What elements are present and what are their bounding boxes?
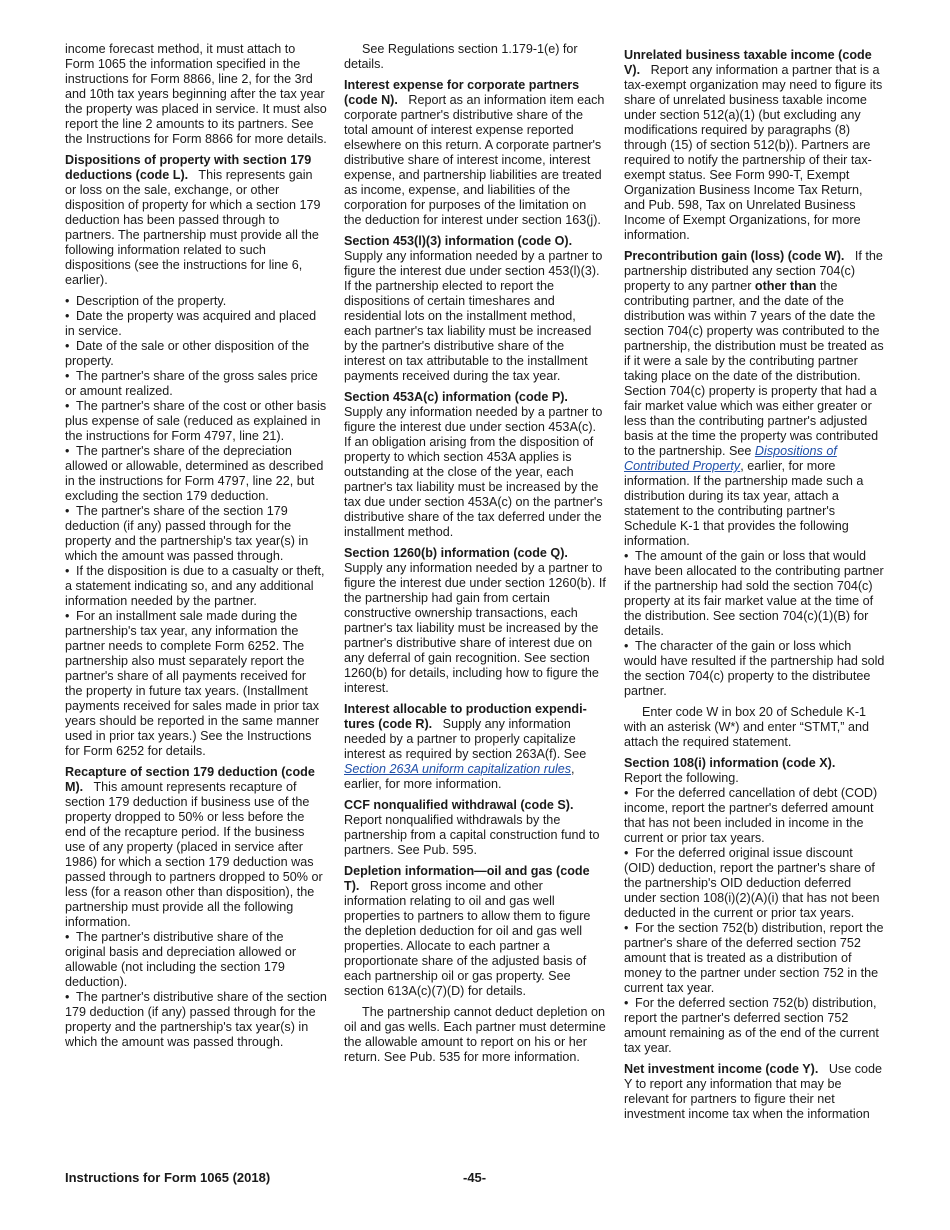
list-item: • The amount of the gain or loss that would have been allocated to the contributing partner if the partnership had sold the section 704(c) property at its fair market value at the time of the distribution. See section 704(c)(1)(B) for details. bbox=[624, 549, 884, 638]
section-code-x bbox=[624, 756, 886, 786]
list-item: • For the deferred original issue discount (OID) deduction, report the partner's share of the partnership's OID deduction deferred under section 108(i)(2)(A)(i) that has not been deducted in the current or prior tax years. bbox=[624, 846, 880, 920]
list-item: • The partner's share of the gross sales price or amount realized. bbox=[65, 369, 318, 398]
heading-code-x: Section 108(i) information (code X). bbox=[624, 756, 836, 770]
section-code-s bbox=[344, 798, 606, 858]
section-code-m bbox=[65, 765, 327, 930]
list-item: • For an installment sale made during the partnership's tax year, any information the partner needs to complete Form 6252. The partnership also must separately report the partner's share of all payments received for the property in future tax years. (Installment payments received for sales made in prior tax years should be reported in the same manner used in prior tax years.) See the Instructions for Form 6252 for details. bbox=[65, 609, 320, 758]
list-item: • For the deferred section 752(b) distribution, report the partner's deferred section 752 amount remaining as of the end of the current tax year. bbox=[624, 996, 879, 1055]
list-item: • For the deferred cancellation of debt (COD) income, report the partner's deferred amount that has not been included in income in the current or prior tax years. bbox=[624, 786, 878, 845]
text-code-x: Report the following. bbox=[624, 771, 739, 785]
heading-code-t: Depletion information—oil and gas (code T). bbox=[344, 864, 590, 893]
heading-code-n: Interest expense for corporate partners (code N). bbox=[344, 78, 580, 107]
list-item: • The character of the gain or loss which would have resulted if the partnership had sold the section 704(c) property to the distributee partner. bbox=[624, 639, 885, 698]
section-code-y bbox=[624, 1062, 886, 1122]
column-3 bbox=[624, 48, 886, 1128]
text-code-p: Supply any information needed by a partner to figure the interest due under section 453A(c). If an obligation arising from the disposition of property to which section 453A applies is outstanding at the close of the year, each partner's tax liability must be increased by the tax due under section 453A(c) on the partner's distributive share of the tax deferred under the installment method. bbox=[344, 405, 603, 539]
section-code-t bbox=[344, 864, 606, 999]
heading-code-m: Recapture of section 179 deduction (code M). bbox=[65, 765, 315, 794]
heading-code-q: Section 1260(b) information (code Q). bbox=[344, 546, 568, 560]
section-code-l bbox=[65, 153, 327, 288]
text-code-n: Report as an information item each corporate partner's distributive share of the total amount of interest expense reported elsewhere on this return. A corporate partner's distributive share of interest income, interest expense, and partnership liabilities are treated as income, expense, and liabilities of the corporation for purposes of the limitation on the deduction for interest under section 163(j). bbox=[344, 93, 605, 227]
heading-code-v: Unrelated business taxable income (code V). bbox=[624, 48, 872, 77]
text-code-v: Report any information a partner that is a tax-exempt organization may need to figure its share of unrelated business taxable income under section 512(a)(1) (but excluding any modifications required by paragraphs (8) through (15) of section 512(b)). Partners are required to notify the partnership of their tax-exempt status. See Form 990-T, Exempt Organization Business Income Tax Return, and Pub. 598, Tax on Unrelated Business Income of Exempt Organizations, for more information. bbox=[624, 63, 883, 242]
section-code-r: Interest allocable to production expendi-tures (code R). Supply any information needed by a partner to properly capitalize interest as required by section 263A(f). See Section 263A uniform capitalization rules, earlier, for more information. bbox=[344, 702, 587, 791]
section-code-o bbox=[344, 234, 606, 384]
text-code-s: Report nonqualified withdrawals by the partnership from a capital construction fund to partners. See Pub. 595. bbox=[344, 813, 600, 857]
list-item: • For the section 752(b) distribution, report the partner's share of the deferred section 752 amount that is treated as a distribution of money to the partner under section 752 in the current tax year. bbox=[624, 921, 884, 995]
heading-code-p: Section 453A(c) information (code P). bbox=[344, 390, 568, 404]
bullet-list-code-w bbox=[624, 549, 886, 699]
list-item: • The partner's share of the depreciation allowed or allowable, determined as described in the instructions for Form 4797, line 22, but excluding the section 179 deduction. bbox=[65, 444, 324, 503]
link-section-263a[interactable]: Section 263A uniform capitalization rules bbox=[344, 762, 572, 776]
list-item: • Description of the property. bbox=[65, 294, 227, 308]
section-code-q bbox=[344, 546, 606, 696]
text-code-o: Supply any information needed by a partner to figure the interest due under section 453(l)(3). If the partnership elected to report the dispositions of certain timeshares and residential lots on the installment method, each partner's tax liability must be increased by the partner's distributive share of the interest on tax attributable to the installment payments received during the tax year. bbox=[344, 249, 603, 383]
paragraph-see-regulations: See Regulations section 1.179-1(e) for details. bbox=[344, 42, 578, 71]
paragraph-depletion: The partnership cannot deduct depletion on oil and gas wells. Each partner must determine the allowable amount to report on his or her return. See Pub. 535 for more information. bbox=[344, 1005, 606, 1064]
section-code-w: Precontribution gain (loss) (code W). If the partnership distributed any section 704(c) property to any partner other than the contributing partner, and the date of the distribution was within 7 years of the date the section 704(c) property was contributed to the partnership, the distribution must be treated as if it were a sale by the contributing partner taking place on the date of the distribution. Section 704(c) property is property that had a fair market value which was either greater or less than the contributing partner's adjusted basis at the time the property was contributed to the partnership. See Dispositions of Contributed Property, earlier, for more information. If the partnership made such a distribution during its tax year, attach a statement to the contributing partner's Schedule K-1 that provides the following information. bbox=[624, 249, 884, 548]
section-code-p bbox=[344, 390, 606, 540]
heading-code-l: Dispositions of property with section 179 deductions (code L). bbox=[65, 153, 312, 182]
footer-document-title: Instructions for Form 1065 (2018) bbox=[65, 1170, 271, 1185]
list-item: • Date of the sale or other disposition of the property. bbox=[65, 339, 310, 368]
text-code-t: Report gross income and other information relating to oil and gas well properties to partners to allow them to figure the depletion deduction for oil and gas well properties. Allocate to each partner a proportionate share of the adjusted basis of each partnership oil or gas property. See section 613A(c)(7)(D) for details. bbox=[344, 879, 591, 998]
paragraph-intro: income forecast method, it must attach to Form 1065 the information specified in the instructions for Form 8866, line 2, for the 3rd and 10th tax years beginning after the tax year the property was placed in service. It must also report the line 2 amounts to its partners. See the Instructions for Form 8866 for more details. bbox=[65, 42, 327, 146]
heading-code-y: Net investment income (code Y). bbox=[624, 1062, 819, 1076]
list-item: • If the disposition is due to a casualty or theft, a statement indicating so, and any additional information needed by the partner. bbox=[65, 564, 325, 608]
bullet-list-code-l bbox=[65, 294, 327, 759]
list-item: • The partner's distributive share of the section 179 deduction (if any) passed through for the property and the partnership's tax year(s) in which the amount was passed through. bbox=[65, 990, 327, 1049]
heading-code-w: Precontribution gain (loss) (code W). bbox=[624, 249, 845, 263]
column-2 bbox=[344, 42, 606, 1071]
list-item: • The partner's distributive share of the original basis and depreciation allowed or allowable (not including the section 179 deduction). bbox=[65, 930, 297, 989]
bullet-list-code-m bbox=[65, 930, 327, 1050]
column-1 bbox=[65, 42, 327, 1050]
list-item: • The partner's share of the cost or other basis plus expense of sale (reduced as explained in the instructions for Form 4797, line 21). bbox=[65, 399, 327, 443]
section-code-v bbox=[624, 48, 886, 243]
text-code-q: Supply any information needed by a partner to figure the interest due under section 1260(b). If the partnership had gain from certain constructive ownership transactions, each partner's tax liability must be increased by the partner's distributive share of interest due on any deferral of gain recognition. See section 1260(b) for details, including how to figure the interest. bbox=[344, 561, 606, 695]
link-dispositions-contributed-property[interactable]: Dispositions of Contributed Property bbox=[624, 444, 837, 473]
heading-code-s: CCF nonqualified withdrawal (code S). bbox=[344, 798, 574, 812]
section-code-n bbox=[344, 78, 606, 228]
text-code-y: Use code Y to report any information that may be relevant for partners to figure their net investment income tax when the information bbox=[624, 1062, 883, 1121]
page-number: -45- bbox=[463, 1170, 487, 1185]
text-code-m: This amount represents recapture of section 179 deduction if business use of the property dropped to 50% or less before the end of the recapture period. If the business use of any property (placed in service after 1986) for which a section 179 deduction was passed through to partners dropped to 50% or less (for a reason other than disposition), the partnership must provide all the following information. bbox=[65, 780, 323, 929]
paragraph-enter-code-w: Enter code W in box 20 of Schedule K-1 with an asterisk (W*) and enter “STMT,” and attach the required statement. bbox=[624, 705, 869, 749]
list-item: • Date the property was acquired and placed in service. bbox=[65, 309, 317, 338]
bullet-list-code-x bbox=[624, 786, 886, 1056]
list-item: • The partner's share of the section 179 deduction (if any) passed through for the property and the partnership's tax year(s) in which the amount was passed through. bbox=[65, 504, 309, 563]
text-code-r: Supply any information needed by a partner to properly capitalize interest as required by section 263A(f). See bbox=[344, 717, 587, 761]
text-code-l: This represents gain or loss on the sale, exchange, or other disposition of property for which a section 179 deduction has been passed through to partners. The partnership must provide all the following information related to such dispositions (see the instructions for line 6, earlier). bbox=[65, 168, 321, 287]
heading-code-o: Section 453(l)(3) information (code O). bbox=[344, 234, 573, 248]
heading-code-r: Interest allocable to production expendi-tures (code R). bbox=[344, 702, 587, 731]
